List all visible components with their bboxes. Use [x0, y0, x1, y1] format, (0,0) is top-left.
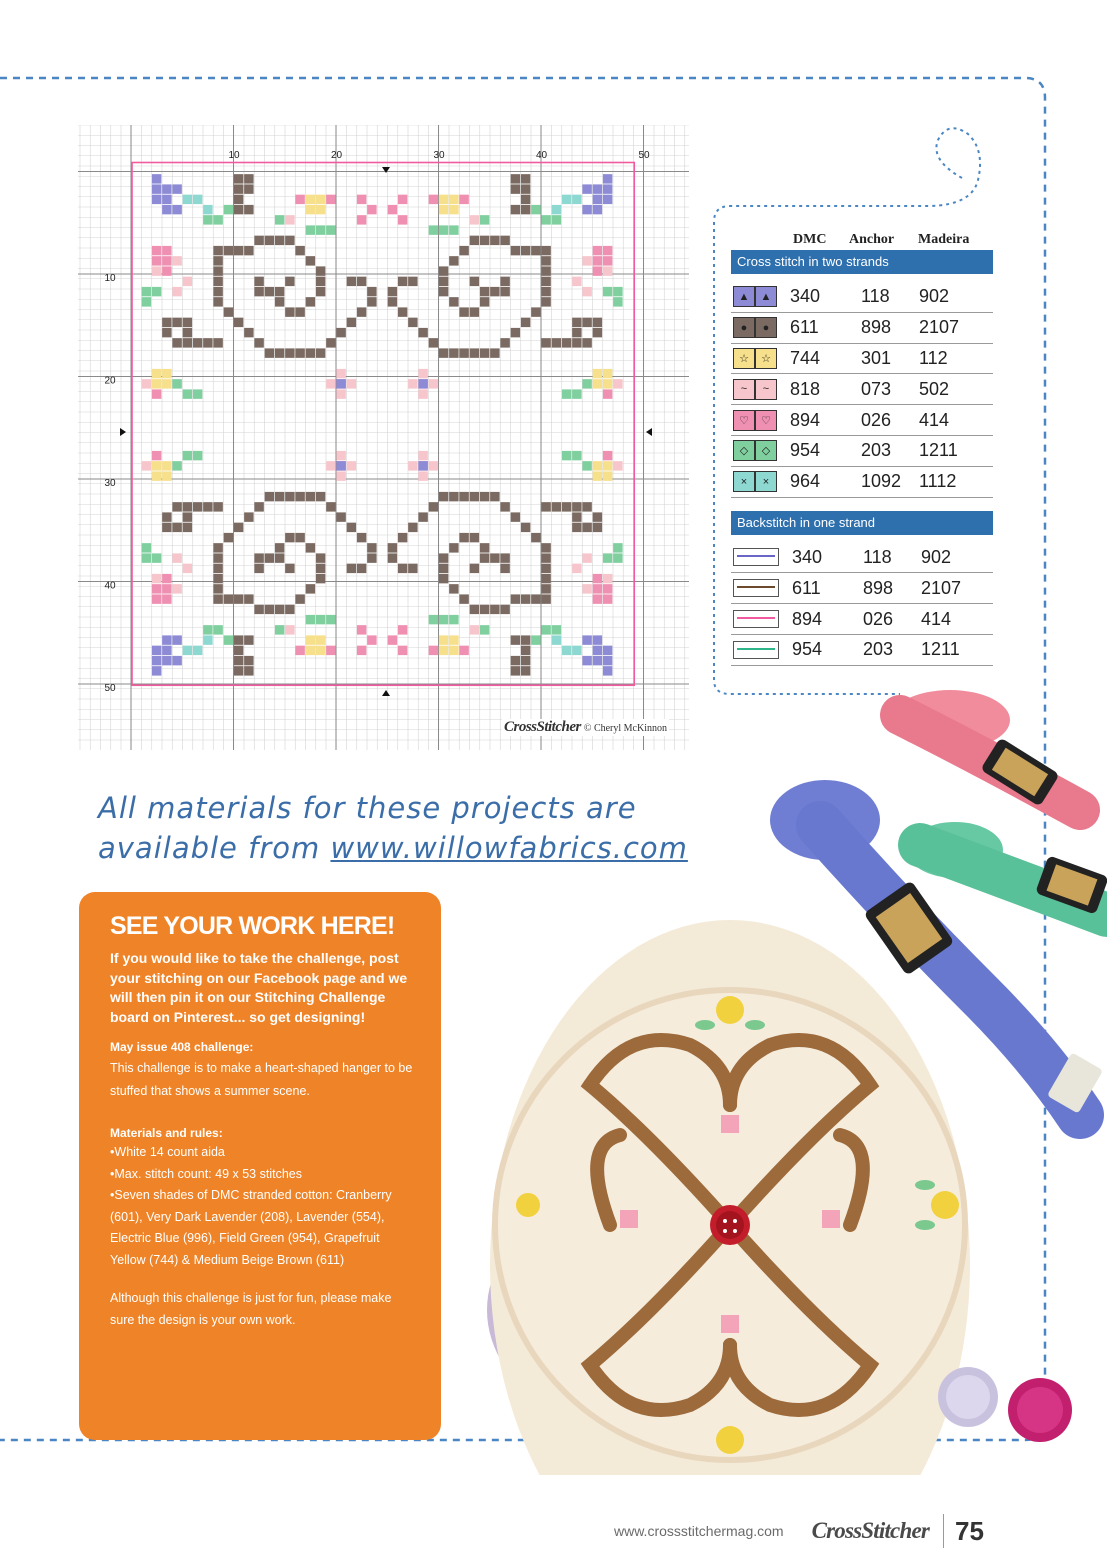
- green-thread-skein: [907, 822, 1107, 915]
- axis-left-label: 40: [104, 580, 116, 592]
- footer-divider: [943, 1514, 944, 1548]
- footer-logo: CrossStitcher: [811, 1518, 930, 1543]
- symbol-swatch: [733, 317, 777, 338]
- dmc-number: 964: [790, 471, 821, 492]
- symbol-cell: ▲: [755, 286, 777, 307]
- symbol-cell: ♡: [733, 410, 755, 431]
- cross-stitch-row: [731, 344, 993, 375]
- symbol-cell: ☆: [733, 348, 755, 369]
- madeira-number: 502: [919, 378, 950, 399]
- cross-stitch-row: [731, 313, 993, 344]
- backstitch-row: [731, 573, 993, 604]
- dmc-number: 894: [790, 409, 821, 430]
- rules-title: Materials and rules:: [110, 1126, 223, 1140]
- backstitch-row: [731, 604, 993, 635]
- cross-stitch-row: [731, 282, 993, 313]
- madeira-number: 1112: [919, 471, 957, 492]
- dmc-number: 744: [790, 347, 821, 368]
- symbol-cell: ×: [733, 471, 755, 492]
- pink-thread-skein: [890, 690, 1080, 810]
- thread-key: [731, 228, 993, 666]
- backstitch-line-swatch: [733, 641, 779, 659]
- madeira-number: 2107: [919, 317, 960, 338]
- dmc-number: 818: [790, 378, 821, 399]
- rule-item: • Max. stitch count: 49 x 53 stitches: [110, 1164, 413, 1186]
- key-header-anchor: Anchor: [849, 232, 895, 247]
- madeira-number: 414: [921, 608, 952, 629]
- backstitch-line-swatch: [733, 548, 779, 566]
- axis-top-label: 20: [330, 150, 343, 161]
- chart-grid: [78, 125, 689, 750]
- challenge-footer-note: Although this challenge is just for fun, please make sure the design is your own work.: [110, 1291, 392, 1327]
- page-number: 75: [955, 1515, 984, 1546]
- cross-stitch-row: [731, 374, 993, 405]
- backstitch-row: [731, 543, 993, 574]
- axis-left-label: 20: [104, 375, 116, 387]
- anchor-number: 203: [863, 639, 894, 660]
- dmc-number: 340: [792, 546, 823, 567]
- challenge-title: May issue 408 challenge:: [110, 1040, 254, 1054]
- anchor-number: 026: [861, 409, 892, 430]
- key-header-madeira: Madeira: [918, 232, 970, 247]
- symbol-cell: ●: [733, 317, 755, 338]
- tagline-line2: available from: [98, 831, 331, 865]
- anchor-number: 1092: [861, 471, 902, 492]
- backstitch-line-swatch: [733, 579, 779, 597]
- cross-stitch-rows: [731, 274, 993, 498]
- buttons: [938, 1367, 1072, 1442]
- rule-item: • White 14 count aida: [110, 1142, 413, 1164]
- symbol-swatch: [733, 348, 777, 369]
- madeira-number: 902: [921, 546, 952, 567]
- anchor-number: 118: [863, 546, 892, 567]
- cross-stitch-chart: [78, 125, 689, 750]
- dmc-number: 611: [790, 317, 819, 338]
- backstitch-rows: [731, 535, 993, 666]
- footer-website[interactable]: www.crossstitchermag.com: [614, 1523, 784, 1539]
- symbol-cell: ▲: [733, 286, 755, 307]
- chart-credit-text: © Cheryl McKinnon: [583, 723, 667, 734]
- cross-stitch-row: [731, 405, 993, 436]
- page-footer: [614, 1513, 984, 1549]
- dmc-number: 954: [790, 440, 821, 461]
- backstitch-line-swatch: [733, 610, 779, 628]
- rule-item: • Seven shades of DMC stranded cotton: Cranberry (601), Very Dark Lavender (208), Lavender (554), Electric Blue (996), Field Green (954), Grapefruit Yellow (744) & Medium Beige Brown (611): [110, 1185, 413, 1271]
- anchor-number: 301: [861, 347, 892, 368]
- cross-stitch-row: [731, 467, 993, 498]
- anchor-number: 026: [863, 608, 894, 629]
- symbol-swatch: [733, 440, 777, 461]
- pincushion: [487, 920, 970, 1475]
- cross-stitch-row: [731, 436, 993, 467]
- backstitch-title: Backstitch in one strand: [731, 511, 993, 535]
- challenge-panel: [79, 892, 441, 1440]
- pincushion-photo: [480, 665, 1107, 1475]
- challenge-intro: If you would like to take the challenge, post your stitching on our Facebook page and we will then pin it on our Stitching Challenge board on Pinterest... so get designing!: [110, 950, 408, 1025]
- axis-left-label: 10: [104, 273, 116, 284]
- anchor-number: 898: [861, 317, 892, 338]
- key-header: [731, 228, 993, 248]
- symbol-cell: ●: [755, 317, 777, 338]
- axis-top-label: 30: [433, 150, 445, 161]
- stitches: [142, 174, 623, 675]
- madeira-number: 1211: [919, 440, 958, 461]
- key-header-dmc: DMC: [793, 232, 827, 247]
- symbol-cell: ~: [733, 379, 755, 400]
- axis-top-label: 40: [535, 150, 548, 161]
- axis-left-label: 50: [104, 683, 116, 694]
- madeira-number: 2107: [921, 577, 962, 598]
- backstitch-row: [731, 635, 993, 666]
- anchor-number: 073: [861, 378, 892, 399]
- symbol-swatch: [733, 471, 777, 492]
- axis-top-label: 50: [638, 150, 650, 161]
- dmc-number: 894: [792, 608, 823, 629]
- dmc-number: 611: [792, 577, 821, 598]
- dmc-number: 340: [790, 286, 821, 307]
- chart-credit-logo: CrossStitcher: [503, 719, 581, 735]
- cross-stitch-title: Cross stitch in two strands: [731, 250, 993, 274]
- challenge-heading: SEE YOUR WORK HERE!: [110, 912, 395, 940]
- madeira-number: 112: [919, 347, 948, 368]
- symbol-swatch: [733, 379, 777, 400]
- willowfabrics-link[interactable]: www.willowfabrics.com: [330, 831, 688, 865]
- anchor-number: 898: [863, 577, 894, 598]
- symbol-swatch: [733, 410, 777, 431]
- symbol-cell: ◇: [755, 440, 777, 461]
- symbol-cell: ~: [755, 379, 777, 400]
- axis-top-label: 10: [228, 150, 240, 161]
- symbol-swatch: [733, 286, 777, 307]
- anchor-number: 118: [861, 286, 890, 307]
- dmc-number: 954: [792, 639, 823, 660]
- anchor-number: 203: [861, 440, 892, 461]
- challenge-body: This challenge is to make a heart-shaped hanger to be stuffed that shows a summer scene.: [110, 1061, 413, 1098]
- symbol-cell: ☆: [755, 348, 777, 369]
- symbol-cell: ×: [755, 471, 777, 492]
- axis-left-label: 30: [104, 478, 116, 489]
- symbol-cell: ♡: [755, 410, 777, 431]
- madeira-number: 414: [919, 409, 950, 430]
- tagline-line1: All materials for these projects are: [98, 791, 637, 825]
- madeira-number: 902: [919, 286, 950, 307]
- rules-list: [110, 1142, 413, 1271]
- symbol-cell: ◇: [733, 440, 755, 461]
- madeira-number: 1211: [921, 639, 960, 660]
